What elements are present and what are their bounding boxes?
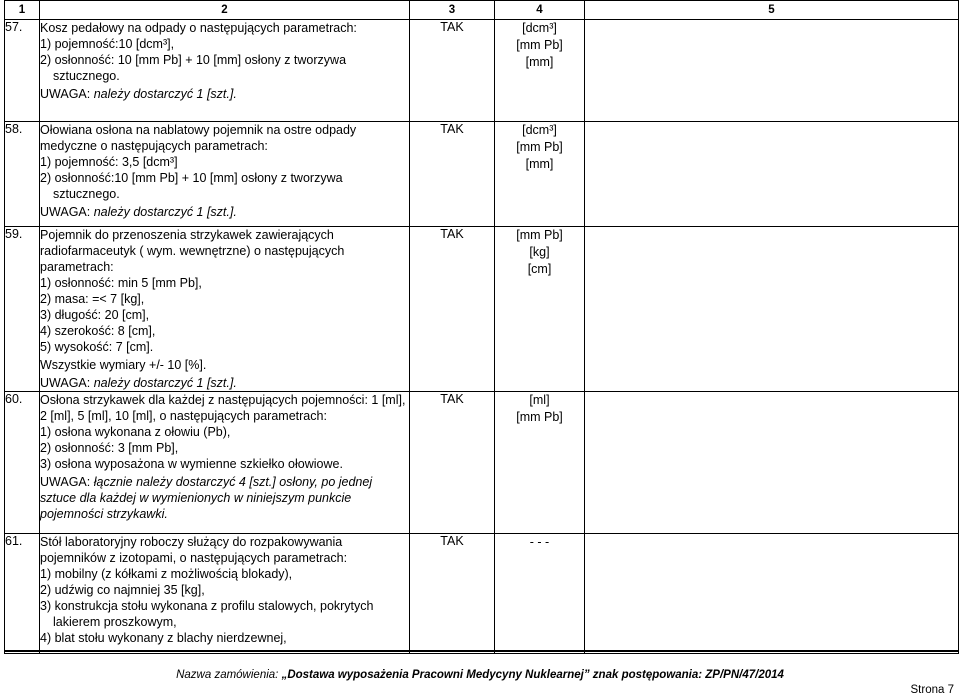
row-units (495, 534, 585, 654)
row-units (495, 392, 585, 534)
unit-label: [kg] (529, 245, 550, 259)
offered-parameters-cell[interactable] (585, 534, 959, 654)
remark (40, 86, 409, 102)
parameter-item: 1) mobilny (z kółkami z możliwością blokady), (40, 567, 293, 581)
unit-label: [mm Pb] (516, 228, 563, 242)
page-number: Strona 7 (910, 684, 954, 696)
parameter-item: 2) masa: =< 7 [kg], (40, 292, 145, 306)
parameter-item: 1) pojemność: 3,5 [dcm³] (40, 155, 178, 169)
parameter-item: 4) blat stołu wykonany z blachy nierdzewnej, (40, 631, 287, 645)
unit-label: [mm] (525, 55, 554, 69)
remark-text: należy dostarczyć 1 [szt.]. (93, 205, 237, 219)
unit-label: [mm] (525, 157, 554, 171)
table-row (5, 534, 959, 654)
row-number: 60. (5, 392, 40, 534)
parameter-item: 2) udźwig co najmniej 35 [kg], (40, 583, 205, 597)
row-description (40, 122, 410, 227)
requirement-value: TAK (410, 534, 495, 654)
header-col-2: 2 (40, 1, 410, 20)
parameter-item: 3) konstrukcja stołu wykonana z profilu stalowych, pokrytych lakierem proszkowym, (40, 599, 374, 629)
unit-label: [mm Pb] (516, 38, 563, 52)
row-units (495, 122, 585, 227)
remark-label: UWAGA: (40, 87, 91, 101)
unit-label: [cm] (527, 262, 552, 276)
row-number: 57. (5, 20, 40, 122)
table-row (5, 122, 959, 227)
description-text: Ołowiana osłona na nablatowy pojemnik na ostre odpady medyczne o następujących parametrach: (40, 123, 357, 153)
header-col-1: 1 (5, 1, 40, 20)
specification-table (4, 0, 959, 654)
requirement-value: TAK (410, 392, 495, 534)
remark-text: łącznie należy dostarczyć 4 [szt.] osłony, po jednej sztuce dla każdej w wymienionych w niniejszym punkcie pojemności strzykawki. (40, 475, 373, 521)
offered-parameters-cell[interactable] (585, 227, 959, 392)
row-number: 61. (5, 534, 40, 654)
parameter-item: 5) wysokość: 7 [cm]. (40, 340, 154, 354)
row-description (40, 20, 410, 122)
parameter-item: 2) osłonność:10 [mm Pb] + 10 [mm] osłony z tworzywa sztucznego. (40, 171, 343, 201)
description-text: Stół laboratoryjny roboczy służący do rozpakowywania pojemników z izotopami, o następujących parametrach: (40, 535, 348, 565)
remark (40, 375, 409, 391)
footer-label: Nazwa zamówienia: (176, 669, 279, 681)
header-col-3: 3 (410, 1, 495, 20)
parameter-item: 2) osłonność: 10 [mm Pb] + 10 [mm] osłony z tworzywa sztucznego. (40, 53, 347, 83)
unit-label: [mm Pb] (516, 410, 563, 424)
remark-label: UWAGA: (40, 205, 91, 219)
parameter-item: 3) osłona wyposażona w wymienne szkiełko ołowiowe. (40, 457, 343, 471)
row-description (40, 392, 410, 534)
unit-label: [dcm³] (522, 123, 557, 137)
table-row (5, 227, 959, 392)
offered-parameters-cell[interactable] (585, 122, 959, 227)
table-row (5, 392, 959, 534)
parameter-item: 4) szerokość: 8 [cm], (40, 324, 156, 338)
row-description (40, 227, 410, 392)
remark-label: UWAGA: (40, 475, 91, 489)
parameter-item: 1) osłonność: min 5 [mm Pb], (40, 276, 202, 290)
row-description (40, 534, 410, 654)
description-text: Pojemnik do przenoszenia strzykawek zawierających radiofarmaceutyk ( wym. wewnętrzne) o następujących parametrach: (40, 228, 345, 274)
requirement-value: TAK (410, 122, 495, 227)
row-number: 59. (5, 227, 40, 392)
offered-parameters-cell[interactable] (585, 20, 959, 122)
parameter-item: 2) osłonność: 3 [mm Pb], (40, 441, 179, 455)
remark (40, 204, 409, 220)
remark-text: należy dostarczyć 1 [szt.]. (93, 87, 237, 101)
row-units (495, 227, 585, 392)
header-row (5, 1, 959, 20)
parameter-item: 3) długość: 20 [cm], (40, 308, 150, 322)
row-units (495, 20, 585, 122)
table-row (5, 20, 959, 122)
requirement-value: TAK (410, 227, 495, 392)
requirement-value: TAK (410, 20, 495, 122)
description-text: Kosz pedałowy na odpady o następujących parametrach: (40, 21, 357, 35)
unit-label: [mm Pb] (516, 140, 563, 154)
footer (0, 669, 960, 681)
remark (40, 474, 409, 522)
parameter-item: 1) pojemność:10 [dcm³], (40, 37, 175, 51)
unit-label: [dcm³] (522, 21, 557, 35)
unit-label: - - - (529, 535, 550, 549)
remark-text: należy dostarczyć 1 [szt.]. (93, 376, 237, 390)
unit-label: [ml] (529, 393, 550, 407)
parameter-item: 1) osłona wykonana z ołowiu (Pb), (40, 425, 231, 439)
tolerance-note: Wszystkie wymiary +/- 10 [%]. (40, 358, 207, 372)
header-col-4: 4 (495, 1, 585, 20)
footer-text: „Dostawa wyposażenia Pracowni Medycyny Nuklearnej” znak postępowania: ZP/PN/47/2014 (281, 669, 784, 681)
header-col-5: 5 (585, 1, 959, 20)
remark-label: UWAGA: (40, 376, 91, 390)
offered-parameters-cell[interactable] (585, 392, 959, 534)
row-number: 58. (5, 122, 40, 227)
footer-rule (4, 650, 958, 652)
description-text: Osłona strzykawek dla każdej z następujących pojemności: 1 [ml], 2 [ml], 5 [ml], 10 [ml], o następujących parametrach: (40, 393, 406, 423)
